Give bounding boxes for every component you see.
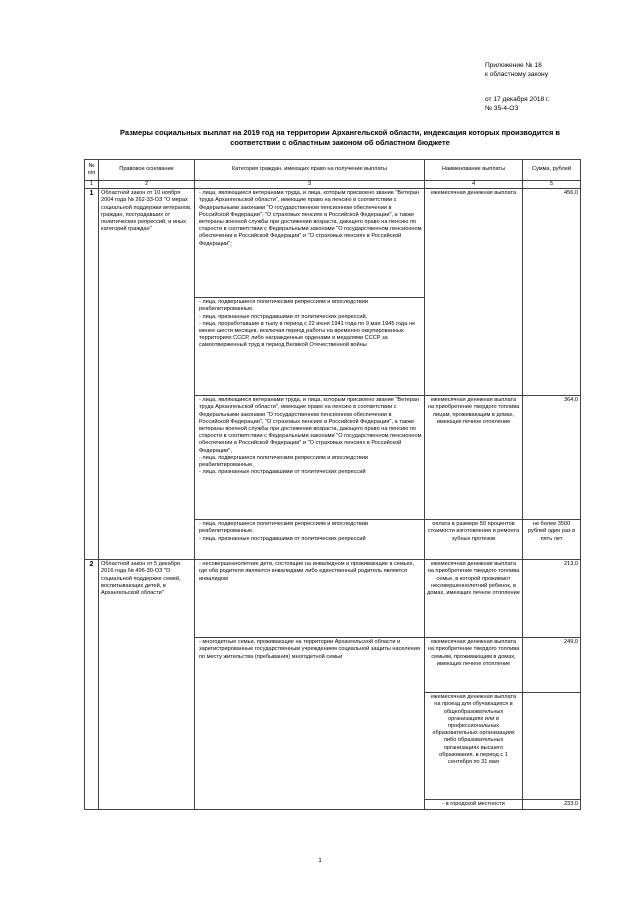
category-line: - лица, признанные пострадавшими от политических репрессий [199, 535, 366, 542]
document-title: Размеры социальных выплат на 2019 год на территории Архангельской области, индексация которых производится в соответствии с областным законом об областном бюджете [120, 128, 560, 147]
category-line: - лица, являющиеся ветеранами труда, и лица, которым присвоено звание "Ветеран труда Архангельской области", имеющие право на пенсию в соответствии с Федеральными законами "О государственном пенсионном обеспечении в Российской Федерации", "О страховых пенсиях в Российской Федерации", а также ветераны военной службы при достижении возраста, дающего право на пенсию по старости в соответствии с Федеральными законами "О государственном пенсионном обеспечении в Российской Федерации" и "О страховых пенсиях в Российской Федерации", [199, 397, 422, 454]
col-num-4: 4 [425, 181, 523, 189]
legal-basis: Областной закон от 10 ноября 2004 года № 262-33-ОЗ "О мерах социальной поддержки ветеранов, граждан, пострадавших от политических репрессий, и иных категорий граждан" [99, 189, 195, 560]
row-number: 1 [85, 189, 99, 560]
category-line: - лица, подвергшиеся политическим репрессиям и впоследствии реабилитированные, [199, 299, 368, 313]
col-header-payment: Наименование выплаты [425, 160, 523, 181]
payment-sum: 213,0 [523, 560, 581, 638]
category-line: - лица, признанные пострадавшими от политических репрессий, [199, 313, 368, 320]
appendix-header [485, 62, 549, 113]
col-num-2: 2 [99, 181, 195, 189]
page-number: 1 [318, 858, 322, 864]
table-header-row [85, 160, 581, 181]
row-number: 2 [85, 560, 99, 810]
payment-sum [523, 693, 581, 800]
payment-name: ежемесячная денежная выплата на проезд для обучающихся в общеобразовательных организациях или в профессиональных образовательных организациях либо образовательных организациях высшего образования, в период с 1 сентября по 31 мая [425, 693, 523, 800]
col-header-sum: Сумма, рублей [523, 160, 581, 181]
column-number-row [85, 181, 581, 189]
category-cell [195, 520, 425, 560]
payment-name: ежемесячная денежная выплата на приобретение твердого топлива семье, в которой проживают несовершеннолетний ребенок, в домах, имеющих печное отопление [425, 560, 523, 638]
payment-sum: не более 3500 рублей один раз в пять лет [523, 520, 581, 560]
col-num-3: 3 [195, 181, 425, 189]
col-header-num: № п/п [85, 160, 99, 181]
payment-sum: 456,0 [523, 189, 581, 396]
payment-name: оплата в размере 50 процентов стоимости изготовления и ремонта зубных протезов [425, 520, 523, 560]
payment-sum: 364,0 [523, 396, 581, 520]
table-row [85, 189, 581, 298]
legal-basis: Областной закон от 5 декабря 2016 года № 496-30-ОЗ "О социальной поддержке семей, воспитывающих детей, в Архангельской области" [99, 560, 195, 810]
col-header-basis: Правовое основание [99, 160, 195, 181]
payment-name: ежемесячная денежная выплата на приобретение твердого топлива семьям, проживающим в домах, имеющих печное отопление [425, 638, 523, 693]
category-cell: - многодетные семьи, проживающие на территории Архангельской области и зарегистрированные государственным учреждением социальной защиты населения по месту жительства (пребывания) многодетной семьи [195, 638, 425, 810]
law-ref: к областному закону [485, 70, 548, 78]
payment-name: ежемесячная денежная выплата на приобретение твердого топлива лицам, проживающим в домах, имеющих печное отопление [425, 396, 523, 520]
payments-table [84, 159, 581, 810]
appendix-label: Приложение № 18 [485, 62, 542, 69]
category-cell: - несовершеннолетние дети, состоящие на инвалидном и проживающие в семьях, где оба родителя являются инвалидами либо единственный родитель является инвалидом [195, 560, 425, 638]
payment-name: ежемесячная денежная выплата [425, 189, 523, 396]
category-cell: - лица, являющиеся ветеранами труда, и лица, которым присвоено звание "Ветеран труда Архангельской области", имеющие право на пенсию в соответствии с Федеральными законами "О государственном пенсионном обеспечении в Российской Федерации", "О страховых пенсиях в Российской Федерации", а также ветераны военной службы при достижении возраста, дающего право на пенсию по старости в соответствии с Федеральными законами "О государственном пенсионном обеспечении в Российской Федерации" и "О страховых пенсиях в Российской Федерации"; [195, 189, 425, 298]
payment-name: - в городской местности [425, 800, 523, 810]
table-row [85, 560, 581, 638]
law-number: № 35-4-ОЗ [485, 104, 519, 112]
payment-sum: 249,0 [523, 638, 581, 693]
category-cell [195, 396, 425, 520]
payment-sum: 233,0 [523, 800, 581, 810]
col-num-5: 5 [523, 181, 581, 189]
category-line: - лица, проработавшие в тылу в период с 22 июня 1941 года по 9 мая 1945 года не менее шести месяцев, исключая период работы на временно оккупированных территориях СССР, либо награжденные орденами и медалями СССР за самоотверженный труд в период Великой Отечественной войны [199, 320, 416, 349]
col-num-1: 1 [85, 181, 99, 189]
law-date: от 17 декабря 2018 г. [485, 96, 550, 104]
category-line: - лица, подвергшиеся политическим репрессиям и впоследствии реабилитированные, [199, 521, 368, 535]
category-cell [195, 298, 425, 396]
category-line: - лица, подвергшиеся политическим репрессиям и впоследствии реабилитированные, [199, 454, 368, 469]
category-line: - лица, признанные пострадавшими от политических репрессий [199, 469, 366, 476]
col-header-category: Категория граждан, имеющих право на получение выплаты [195, 160, 425, 181]
